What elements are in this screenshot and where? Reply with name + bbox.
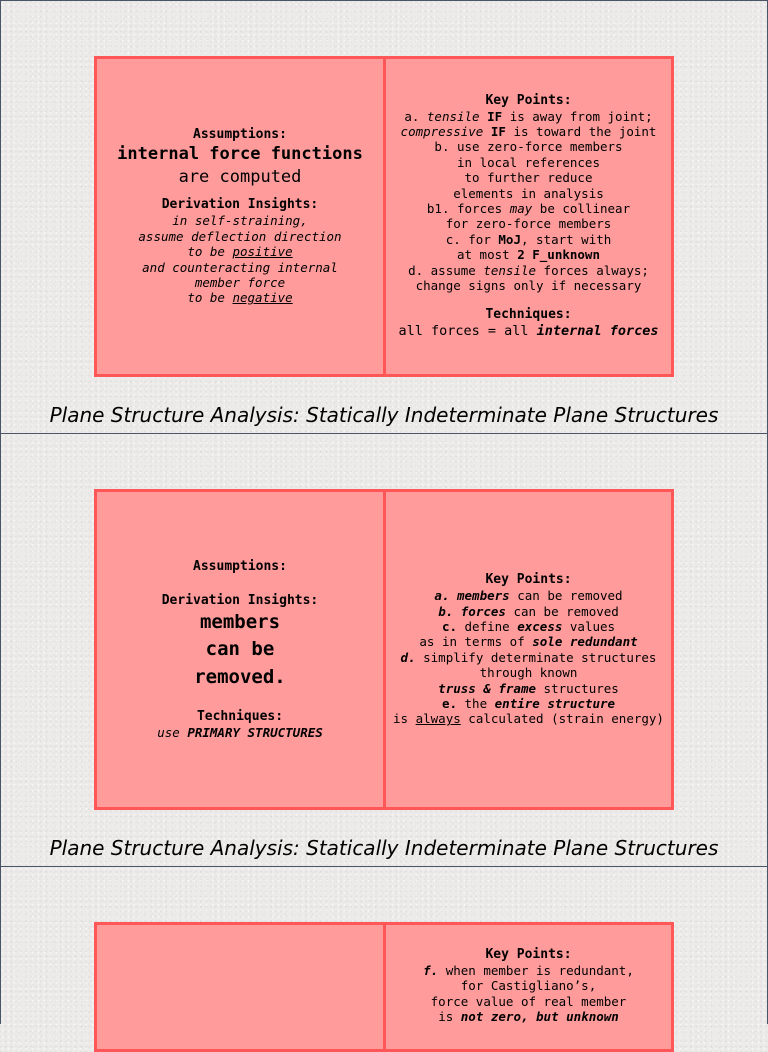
key-point-line: a. members can be removed [434,588,623,604]
slide-1-card [94,56,674,377]
derivation-text: members [199,610,281,633]
derivation-text: assume deflection direction [138,228,342,244]
key-point-line: through known [479,665,578,681]
derivation-text: and counteracting internal [142,259,338,275]
derivation-text: member force [194,274,286,290]
derivation-text: removed. [194,665,286,688]
key-point-line: for zero-force members [445,216,612,232]
page-top-divider [0,0,768,1]
techniques-text: all forces = all internal forces [398,323,659,340]
slide-3-left-column [97,925,386,1049]
key-point-line: compressive IF is toward the joint [400,123,657,139]
slide-2-left-column [97,492,386,807]
key-point-line: is not zero, but unknown [438,1009,619,1025]
key-point-line: at most 2 F_unknown [456,247,600,263]
assumptions-label: Assumptions: [193,558,287,574]
derivation-text: in self-straining, [172,213,308,229]
techniques-text: use PRIMARY STRUCTURES [157,725,323,741]
assumptions-text: internal force functions [117,144,363,165]
key-point-line: truss & frame structures [438,680,619,696]
key-point-line: c. for MoJ, start with [445,231,612,247]
techniques-label: Techniques: [196,709,284,725]
slide-3-right-column [386,925,671,1049]
key-points-label: Key Points: [485,92,572,108]
key-point-line: force value of real member [430,993,627,1009]
derivation-text: to be negative [187,290,293,306]
key-point-line: as in terms of sole redundant [419,634,638,650]
derivation-text: to be positive [187,244,293,260]
slide-2-caption: Plane Structure Analysis: Statically Indeterminate Plane Structures [49,836,719,860]
assumptions-label: Assumptions: [193,127,287,143]
key-point-line: elements in analysis [453,185,604,201]
techniques-label: Techniques: [485,307,572,323]
key-points-label: Key Points: [485,572,572,588]
slide-1-right-column [386,59,671,374]
key-point-line: is always calculated (strain energy) [393,711,664,727]
slide-1-caption: Plane Structure Analysis: Statically Indeterminate Plane Structures [49,403,719,427]
slide-3-card [94,922,674,1052]
slide-2-card [94,489,674,810]
page-left-edge [0,0,1,1024]
key-point-line: f. when member is redundant, [423,963,634,978]
slide-divider [0,866,768,867]
slide-2-right-column [386,492,671,807]
slide-1-left-column [97,59,386,374]
key-point-line: b1. forces may be collinear [426,201,631,216]
key-point-line: a. tensile IF is away from joint; [404,108,653,124]
key-point-line: c. define excess values [441,618,616,634]
key-point-line: in local references [457,154,600,170]
assumptions-text: are computed [178,167,302,188]
key-point-line: d. assume tensile forces always; [408,262,649,278]
derivation-text: can be [205,638,275,661]
key-point-line: change signs only if necessary [415,278,642,294]
key-point-line: d. simplify determinate structures [400,649,657,665]
key-points-label: Key Points: [485,947,572,962]
key-point-line: e. the entire structure [441,696,616,712]
slide-divider [0,433,768,434]
key-point-line: b. forces can be removed [438,603,619,619]
derivation-label: Derivation Insights: [161,592,319,608]
key-point-line: b. use zero-force members [434,139,623,155]
derivation-label: Derivation Insights: [161,197,319,213]
key-point-line: to further reduce [464,170,593,186]
key-point-line: for Castigliano’s, [460,978,597,994]
